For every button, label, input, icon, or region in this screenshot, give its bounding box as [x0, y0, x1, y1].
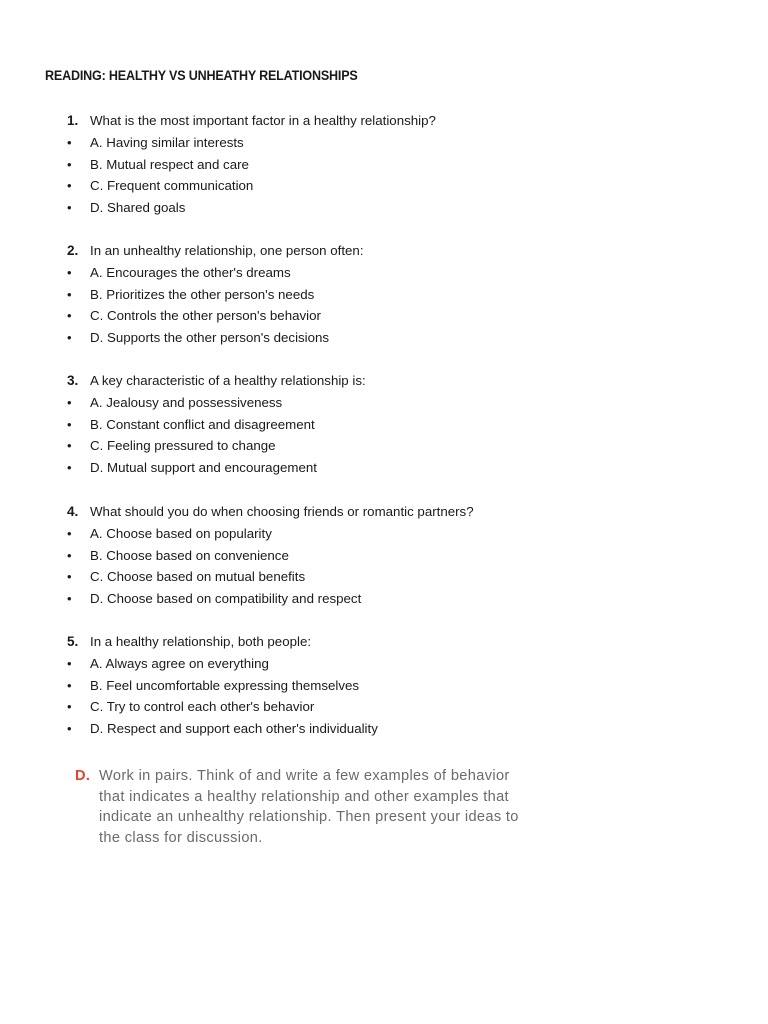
- bullet-icon: •: [67, 438, 72, 454]
- option-row: [0, 327, 768, 349]
- question-text: A key characteristic of a healthy relationship is:: [90, 373, 366, 388]
- option-text: A. Encourages the other's dreams: [90, 264, 291, 280]
- document-title: READING: HEALTHY VS UNHEATHY RELATIONSHIPS: [45, 68, 358, 83]
- bullet-icon: •: [67, 677, 72, 693]
- question-row: [0, 110, 768, 132]
- option-row: [0, 457, 768, 479]
- option-row: [0, 392, 768, 414]
- option-text: C. Controls the other person's behavior: [90, 308, 321, 324]
- question-5: [0, 631, 768, 740]
- bullet-icon: •: [67, 308, 72, 324]
- activity-instructions: Work in pairs. Think of and write a few examples of behavior that indicates a healthy relationship and other examples that indicate an unhealthy relationship. Then present your ideas to the class for discussion.: [99, 768, 519, 846]
- option-row: [0, 197, 768, 219]
- option-row: [0, 154, 768, 176]
- question-text: In an unhealthy relationship, one person often:: [90, 243, 364, 258]
- bullet-icon: •: [67, 460, 72, 476]
- option-text: C. Choose based on mutual benefits: [90, 569, 306, 585]
- option-row: [0, 132, 768, 154]
- option-text: D. Choose based on compatibility and respect: [90, 591, 362, 607]
- option-text: C. Try to control each other's behavior: [90, 699, 315, 715]
- option-text: B. Constant conflict and disagreement: [90, 416, 315, 432]
- option-text: D. Shared goals: [90, 200, 186, 216]
- question-2: [0, 240, 768, 349]
- bullet-icon: •: [67, 134, 72, 150]
- question-text: What is the most important factor in a healthy relationship?: [90, 113, 436, 128]
- option-row: [0, 523, 768, 545]
- activity-letter: D.: [75, 768, 91, 784]
- bullet-icon: •: [67, 156, 72, 172]
- bullet-icon: •: [67, 200, 72, 216]
- bullet-icon: •: [67, 655, 72, 671]
- question-number: 1.: [67, 113, 79, 128]
- bullet-icon: •: [67, 699, 72, 715]
- question-number: 2.: [67, 243, 79, 258]
- option-text: B. Prioritizes the other person's needs: [90, 286, 315, 302]
- option-row: [0, 262, 768, 284]
- option-text: B. Mutual respect and care: [90, 156, 249, 172]
- question-row: [0, 370, 768, 392]
- question-3: [0, 370, 768, 479]
- option-row: [0, 284, 768, 306]
- option-text: C. Frequent communication: [90, 178, 254, 194]
- bullet-icon: •: [67, 264, 72, 280]
- option-row: [0, 588, 768, 610]
- option-text: D. Mutual support and encouragement: [90, 460, 317, 476]
- option-text: D. Respect and support each other's individuality: [90, 721, 378, 737]
- option-text: A. Having similar interests: [90, 134, 244, 150]
- question-text: What should you do when choosing friends or romantic partners?: [90, 504, 474, 519]
- question-row: [0, 240, 768, 262]
- bullet-icon: •: [67, 178, 72, 194]
- bullet-icon: •: [67, 330, 72, 346]
- option-text: A. Choose based on popularity: [90, 525, 272, 541]
- option-row: [0, 305, 768, 327]
- bullet-icon: •: [67, 416, 72, 432]
- option-row: [0, 696, 768, 718]
- question-row: [0, 501, 768, 523]
- option-row: [0, 414, 768, 436]
- question-number: 5.: [67, 634, 79, 649]
- bullet-icon: •: [67, 525, 72, 541]
- option-row: [0, 653, 768, 675]
- question-text: In a healthy relationship, both people:: [90, 634, 312, 649]
- option-row: [0, 675, 768, 697]
- option-text: A. Jealousy and possessiveness: [90, 394, 283, 410]
- question-row: [0, 631, 768, 653]
- bullet-icon: •: [67, 547, 72, 563]
- question-4: [0, 501, 768, 610]
- question-1: [0, 110, 768, 219]
- option-row: [0, 718, 768, 740]
- option-text: D. Supports the other person's decisions: [90, 330, 330, 346]
- option-text: B. Choose based on convenience: [90, 547, 289, 563]
- option-row: [0, 545, 768, 567]
- bullet-icon: •: [67, 591, 72, 607]
- option-row: [0, 435, 768, 457]
- bullet-icon: •: [67, 286, 72, 302]
- bullet-icon: •: [67, 394, 72, 410]
- question-number: 4.: [67, 504, 79, 519]
- option-text: A. Always agree on everything: [90, 655, 269, 671]
- option-text: B. Feel uncomfortable expressing themselves: [90, 677, 360, 693]
- option-text: C. Feeling pressured to change: [90, 438, 276, 454]
- bullet-icon: •: [67, 721, 72, 737]
- bullet-icon: •: [67, 569, 72, 585]
- option-row: [0, 566, 768, 588]
- option-row: [0, 175, 768, 197]
- activity-section: [75, 766, 595, 848]
- question-number: 3.: [67, 373, 79, 388]
